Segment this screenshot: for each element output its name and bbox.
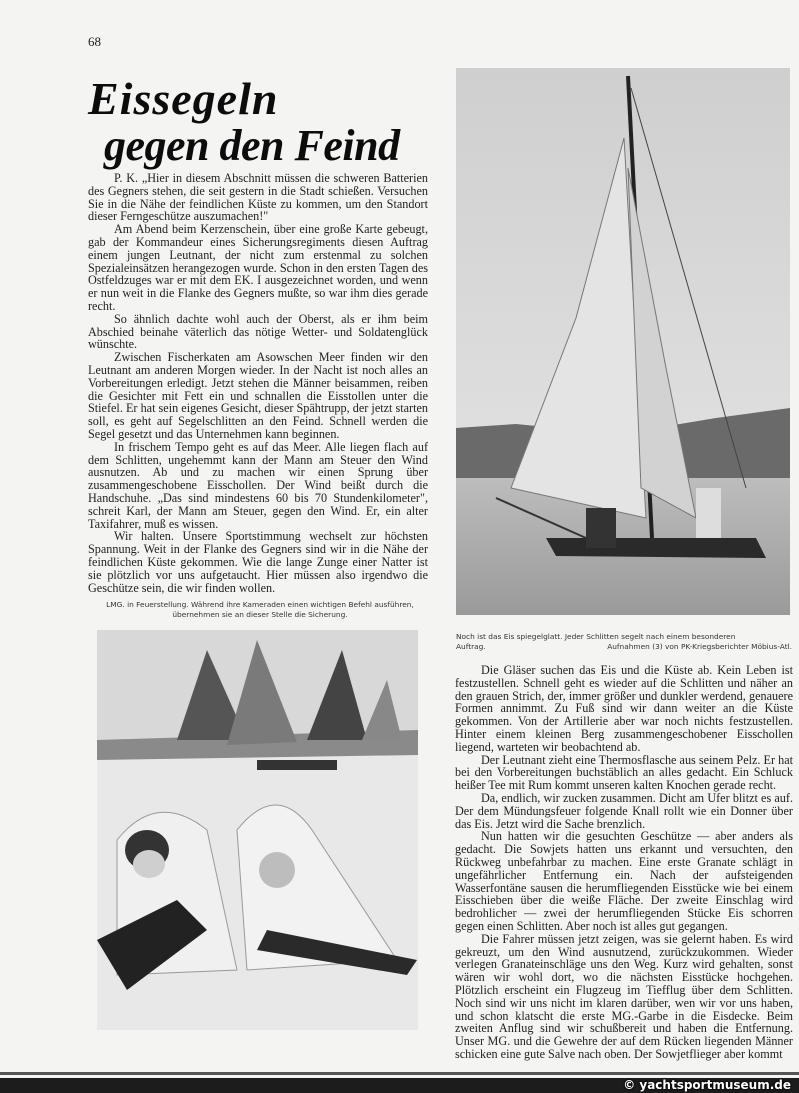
- paragraph: Am Abend beim Kerzenschein, über eine große Karte gebeugt, gab der Kommandeur eines Sicherungsregiments diesen Auftrag einem jungen Leutnant, der nicht zum erstenmal zu solchen Spezialeinsätzen herangezogen wurde. Schon in den ersten Tagen des Ostfeldzuges war er mit dem EK. I ausgezeichnet worden, und wenn er nun weit in die Flanke des Gegners mußte, so war ihm dies gerade recht.: [88, 222, 428, 313]
- caption-line: Auftrag.: [456, 642, 486, 651]
- photo-machine-gun-position: [97, 630, 418, 1030]
- photo-credit: Aufnahmen (3) von PK-Kriegsberichter Möbius-Atl.: [607, 642, 792, 651]
- paragraph: So ähnlich dachte wohl auch der Oberst, als er ihm beim Abschied beinahe väterlich das nötige Wetter- und Soldatenglück wünschte.: [88, 311, 428, 352]
- paragraph: In frischem Tempo geht es auf das Meer. Alle liegen flach auf dem Schlitten, ungehemmt kann der Mann am Steuer den Wind ausnutzen. Ab und zu machen wir einen Sprung über zusammengeschobene Eisschollen. Der Wind beißt durch die Handschuhe. „Das sind mindestens 60 bis 70 Stundenkilometer", schreit Karl, der Mann am Steuer, gegen den Wind. Er, ein alter Taxifahrer, muß es wissen.: [88, 439, 428, 531]
- photo-ice-yacht: [456, 68, 790, 615]
- left-text-column: [88, 172, 428, 594]
- paragraph: Die Gläser suchen das Eis und die Küste ab. Kein Leben ist festzustellen. Schnell geht es wieder auf die Schlitten und näher an den grauen Strich, der, immer größer und dunkler werdend, genauere Formen annimmt. Zu Fuß sind wir dann weiter an die Küste gekommen. Von der Artillerie aber war noch nichts festzustellen. Hinter einem kleinen Berg zusammengeschobener Eisschollen liegend, warteten wir beobachtend ab.: [455, 663, 793, 754]
- page-number: 68: [88, 34, 101, 49]
- photo-caption-machine-gun: LMG. in Feuerstellung. Während ihre Kameraden einen wichtigen Befehl ausführen, übernehmen sie an dieser Stelle die Sicherung.: [106, 600, 414, 619]
- article-title-line-2: gegen den Feind: [104, 121, 400, 170]
- paragraph: P. K. „Hier in diesem Abschnitt müssen die schweren Batterien des Gegners stehen, die seit gestern in die Stadt schießen. Versuchen Sie in die Nähe der feindlichen Küste zu kommen, um den Standort dieser Ferngeschütze auszumachen!": [88, 171, 428, 224]
- page-edge-line: [0, 1072, 799, 1075]
- watermark: © yachtsportmuseum.de: [623, 1078, 791, 1092]
- caption-line: Noch ist das Eis spiegelglatt. Jeder Schlitten segelt nach einem besonderen: [456, 632, 736, 641]
- paragraph: Da, endlich, wir zucken zusammen. Dicht am Ufer blitzt es auf. Der dem Mündungsfeuer folgende Knall rollt wie ein Donner über das Eis. Jetzt wird die Sache brenzlich.: [455, 790, 793, 831]
- paragraph: Wir halten. Unsere Sportstimmung wechselt zur höchsten Spannung. Weit in der Flanke des Gegners sind wir in die Nähe der feindlichen Küste gekommen. Wie die lange Zunge einer Natter ist sie plötzlich vor uns aufgetaucht. Hier müssen also irgendwo die Geschütze sein, die wir finden wollen.: [88, 529, 428, 595]
- paragraph: Die Fahrer müssen jetzt zeigen, was sie gelernt haben. Es wird gekreuzt, um den Wind ausnutzend, zurückzukommen. Wieder verlegen Granateinschläge uns den Weg. Kurz wird gehalten, sonst wären wir wohl dort, wo die nächsten Eisstücke hochgehen. Plötzlich erscheint ein Flugzeug im Tiefflug über dem Schlitten. Noch sind wir uns nicht im klaren darüber, wen wir vor uns haben, und schon klatscht die erste MG.-Garbe in die Eisdecke. Beim zweiten Anflug sind wir schußbereit und haben die Entfernung. Unser MG. und die Gewehre der auf dem Rücken liegenden Männer schicken eine gute Salve nach oben. Der Sowjetflieger aber kommt: [455, 931, 793, 1061]
- photo-caption-ice-yacht: [456, 632, 792, 652]
- article-title-line-1: Eissegeln: [88, 73, 279, 124]
- right-text-column: [455, 664, 793, 1061]
- paragraph: Zwischen Fischerkaten am Asowschen Meer finden wir den Leutnant am anderen Morgen wieder. In der Nacht ist noch alles an Vorbereitungen erledigt. Jetzt stehen die Männer beisammen, reiben die Gesichter mit Fett ein und schnallen die Eisstollen unter die Stiefel. Er hat sein eigenes Gesicht, dieser Spähtrupp, der jetzt starten soll, es geht auf Segelschlitten an den Feind. Schnell werden die Segel gesetzt und das Unternehmen kann beginnen.: [88, 350, 428, 441]
- paragraph: Nun hatten wir die gesuchten Geschütze — aber anders als gedacht. Die Sowjets hatten uns erkannt und versuchten, den Rückweg unbefahrbar zu machen. Eine erste Granate schlägt in ungefährlicher Entfernung ein. Nach der aufsteigenden Wasserfontäne sausen die herumfliegenden Eisstücke wie bei einem Eisschieben über die weiße Fläche. Der zweite Einschlag wird bedrohlicher — zwei der herumfliegenden Stücke Eis schorren gegen einen Schlitten. Aber noch ist alles gut gegangen.: [455, 829, 793, 933]
- paragraph: Der Leutnant zieht eine Thermosflasche aus seinem Pelz. Er hat bei den Vorbereitungen buchstäblich an alles gedacht. Ein Schluck heißer Tee mit Rum kommt unseren kalten Knochen gerade recht.: [455, 752, 793, 793]
